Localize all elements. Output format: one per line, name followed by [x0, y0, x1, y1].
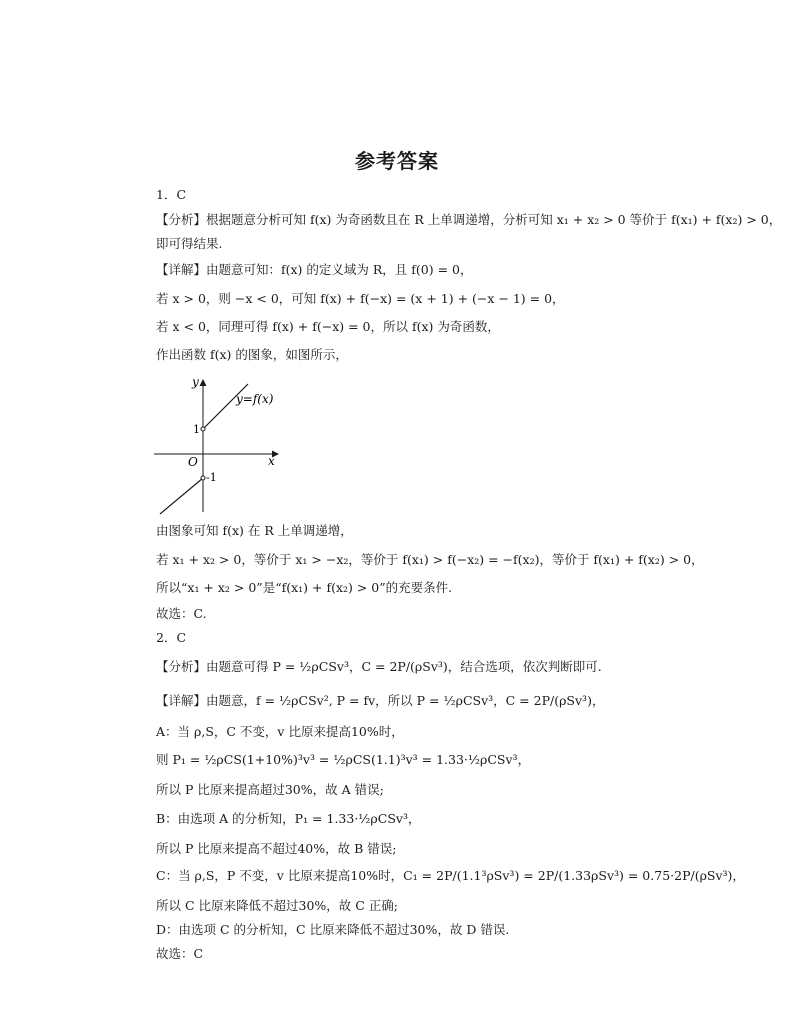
q1-detail-line-7: 所以“x₁ + x₂ > 0”是“f(x₁) + f(x₂) > 0”的充要条件.	[156, 580, 453, 595]
q2-conclusion: 故选：C	[156, 946, 204, 961]
q1-detail-line-5: 由图象可知 f(x) 在 R 上单调递增，	[156, 523, 353, 538]
question-1-answer: 1．C	[156, 187, 187, 202]
q1-detail-line-6: 若 x₁ + x₂ > 0，等价于 x₁ > −x₂，等价于 f(x₁) > f(−x₂) = −f(x₂)，等价于 f(x₁) + f(x₂) > 0，	[156, 552, 704, 567]
open-point-positive	[201, 427, 205, 431]
q2-option-a-line-2: 则 P₁ = ½ρCS(1+10%)³v³ = ½ρCS(1.1)³v³ = 1.33·½ρCSv³，	[156, 752, 531, 767]
tick-label-1: 1	[193, 423, 200, 436]
q1-detail-line-3: 若 x < 0，同理可得 f(x) + f(−x) = 0，所以 f(x) 为奇函数，	[156, 319, 500, 334]
q2-analysis: 【分析】由题意可得 P = ½ρCSv³，C = 2P/(ρSv³)，结合选项，依次判断即可.	[156, 659, 602, 674]
function-graph-svg	[150, 372, 290, 518]
function-graph	[150, 372, 290, 518]
q1-detail-line-1: 【详解】由题意可知：f(x) 的定义域为 R，且 f(0) = 0，	[156, 262, 473, 277]
q1-analysis-line-1: 【分析】根据题意分析可知 f(x) 为奇函数且在 R 上单调递增，分析可知 x₁ + x₂ > 0 等价于 f(x₁) + f(x₂) > 0，	[156, 212, 782, 227]
curve-label: y=f(x)	[236, 392, 274, 406]
q1-conclusion: 故选：C.	[156, 606, 207, 621]
question-2-answer: 2．C	[156, 630, 187, 645]
q2-detail-line-1: 【详解】由题意，f = ½ρCSv², P = fv，所以 P = ½ρCSv³，C = 2P/(ρSv³)，	[156, 693, 605, 708]
q2-option-b-line-1: B：由选项 A 的分析知，P₁ = 1.33·½ρCSv³，	[156, 811, 421, 826]
q2-option-a-line-1: A：当 ρ,S，C 不变，v 比原来提高10%时，	[156, 724, 404, 739]
origin-label: O	[188, 455, 198, 469]
tick-label-neg-1: -1	[206, 471, 217, 484]
q1-analysis-line-2: 即可得结果.	[156, 236, 223, 251]
open-point-negative	[201, 476, 205, 480]
graph-branch-positive	[203, 384, 248, 429]
q2-option-a-line-3: 所以 P 比原来提高超过30%，故 A 错误;	[156, 782, 384, 797]
page-title: 参考答案	[355, 149, 439, 173]
q2-option-c-line-2: 所以 C 比原来降低不超过30%，故 C 正确;	[156, 898, 399, 913]
q1-detail-line-2: 若 x > 0，则 −x < 0，可知 f(x) + f(−x) = (x + 1) + (−x − 1) = 0，	[156, 291, 565, 306]
x-axis-label: x	[268, 454, 275, 468]
q1-detail-line-4: 作出函数 f(x) 的图象，如图所示，	[156, 347, 348, 362]
y-axis-label: y	[192, 375, 199, 389]
q2-option-d: D：由选项 C 的分析知，C 比原来降低不超过30%，故 D 错误.	[156, 922, 510, 937]
graph-branch-negative	[160, 478, 203, 514]
q2-option-b-line-2: 所以 P 比原来提高不超过40%，故 B 错误;	[156, 841, 397, 856]
q2-option-c-line-1: C：当 ρ,S，P 不变，v 比原来提高10%时，C₁ = 2P/(1.1³ρSv³) = 2P/(1.33ρSv³) = 0.75·2P/(ρSv³)，	[156, 868, 745, 883]
